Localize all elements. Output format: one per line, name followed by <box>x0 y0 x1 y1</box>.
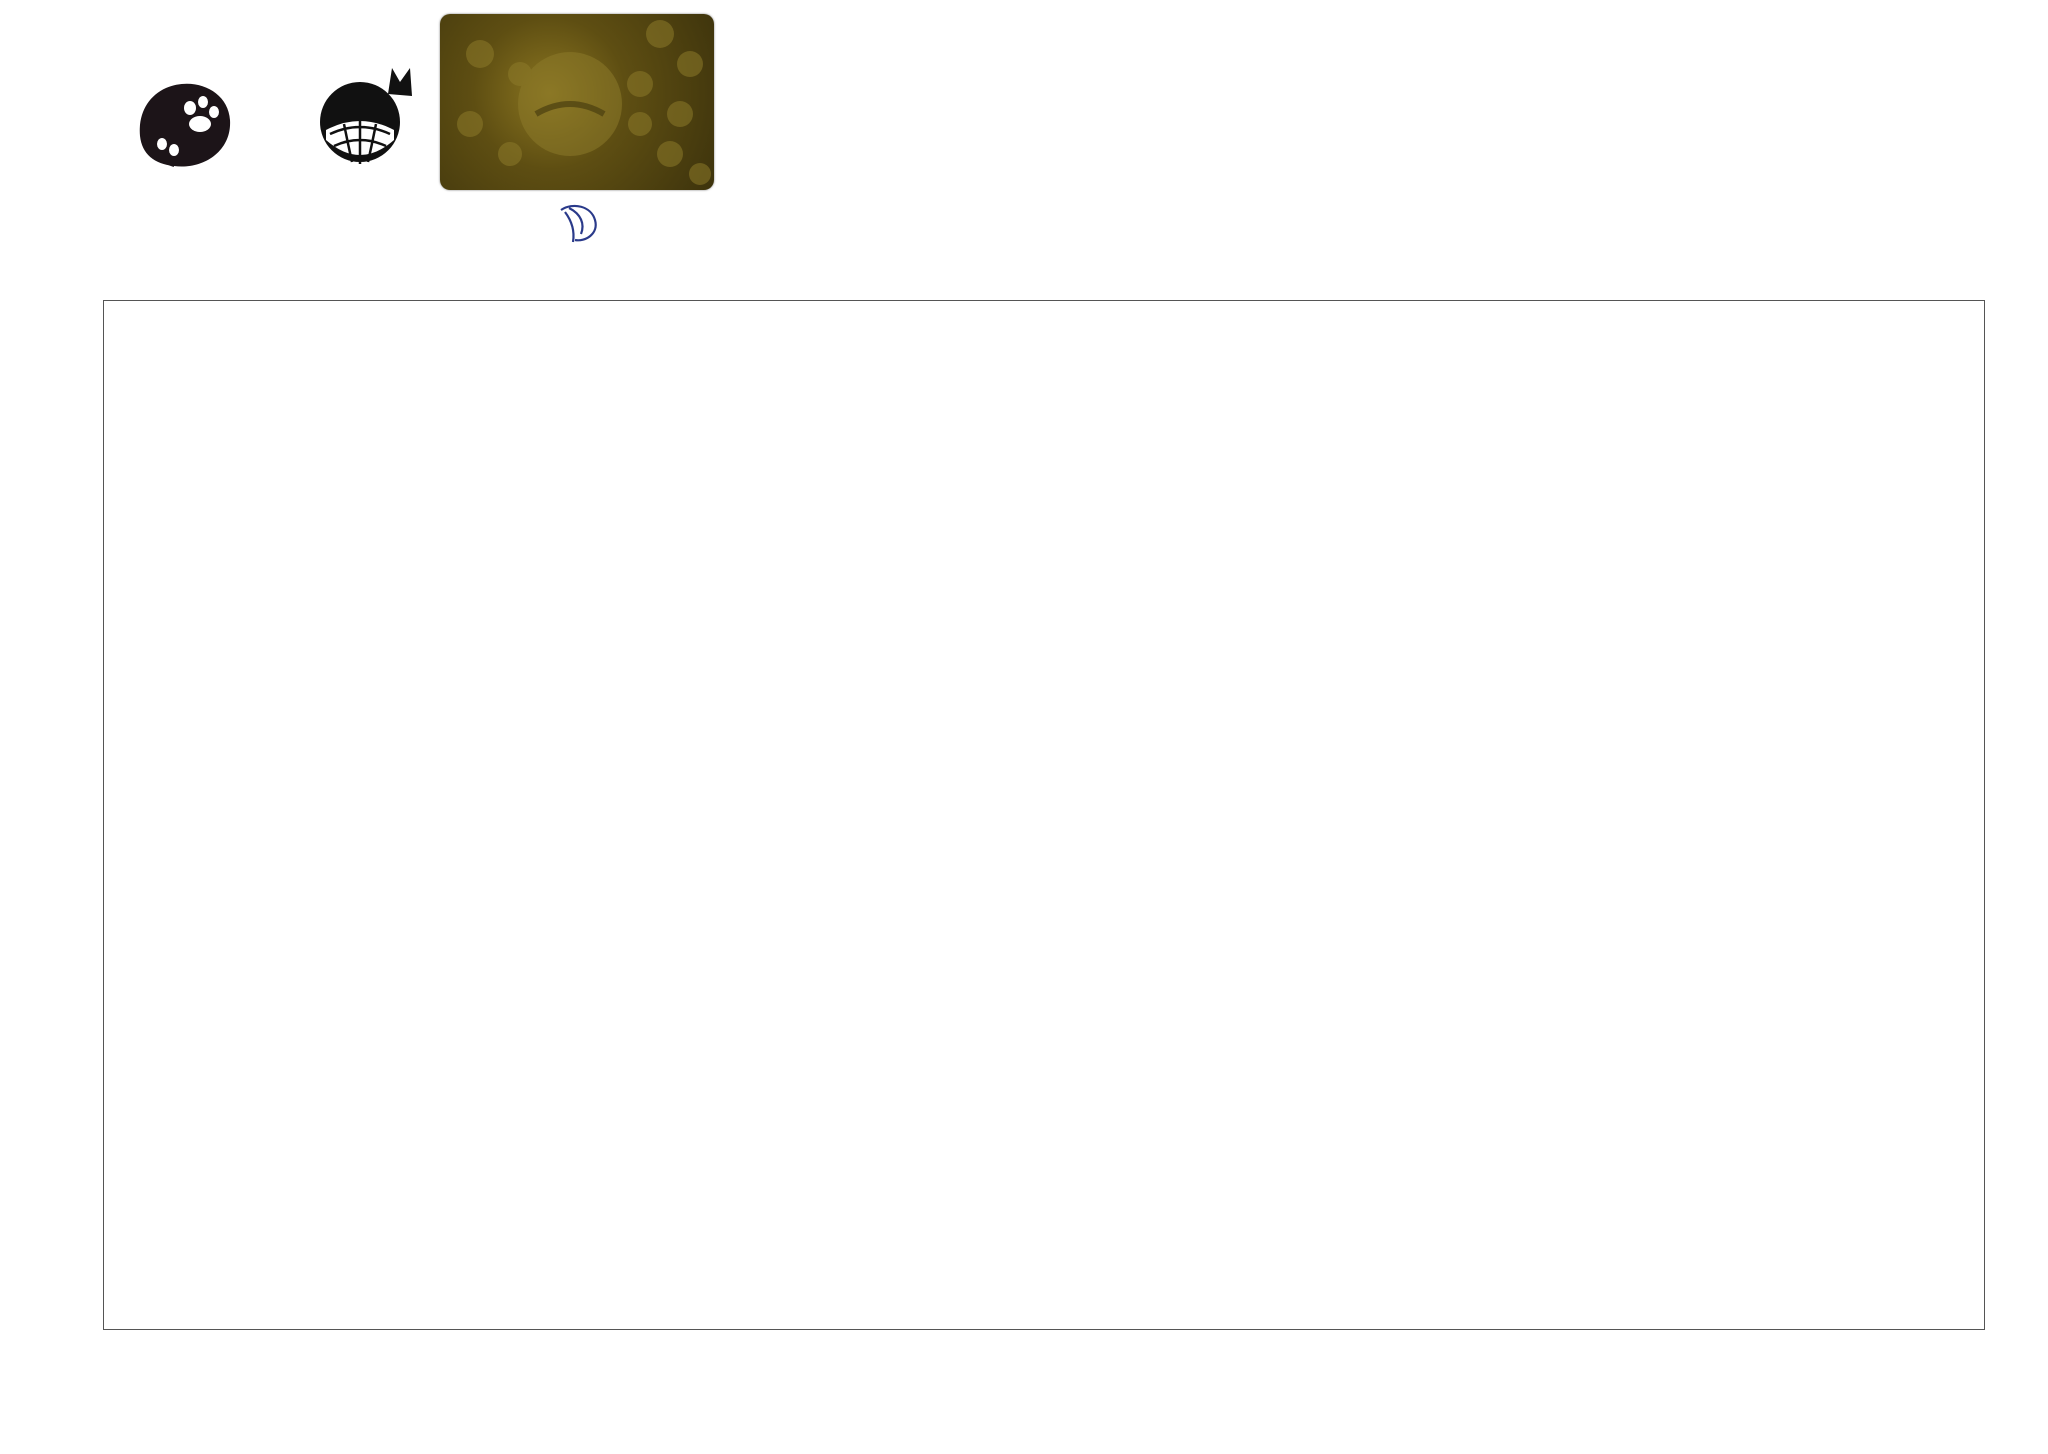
column-header-parents <box>103 300 583 362</box>
column-header-great-grandparents <box>1062 300 1540 362</box>
column-header-great-great-grandparents <box>1540 300 1985 362</box>
hologram-sticker <box>440 14 714 190</box>
feline-organisation-belgium-logo <box>104 74 264 174</box>
grandparent-4 <box>583 1087 1062 1330</box>
parent-sire <box>103 543 583 551</box>
grandparent-1 <box>583 362 1062 598</box>
world-cat-federation-logo <box>300 60 425 185</box>
column-header-grandparents <box>583 300 1062 362</box>
grandparent-3 <box>583 848 1062 1087</box>
grandparent-2 <box>583 598 1062 848</box>
parent-dam <box>103 1055 583 1063</box>
signature-mark <box>555 200 605 246</box>
